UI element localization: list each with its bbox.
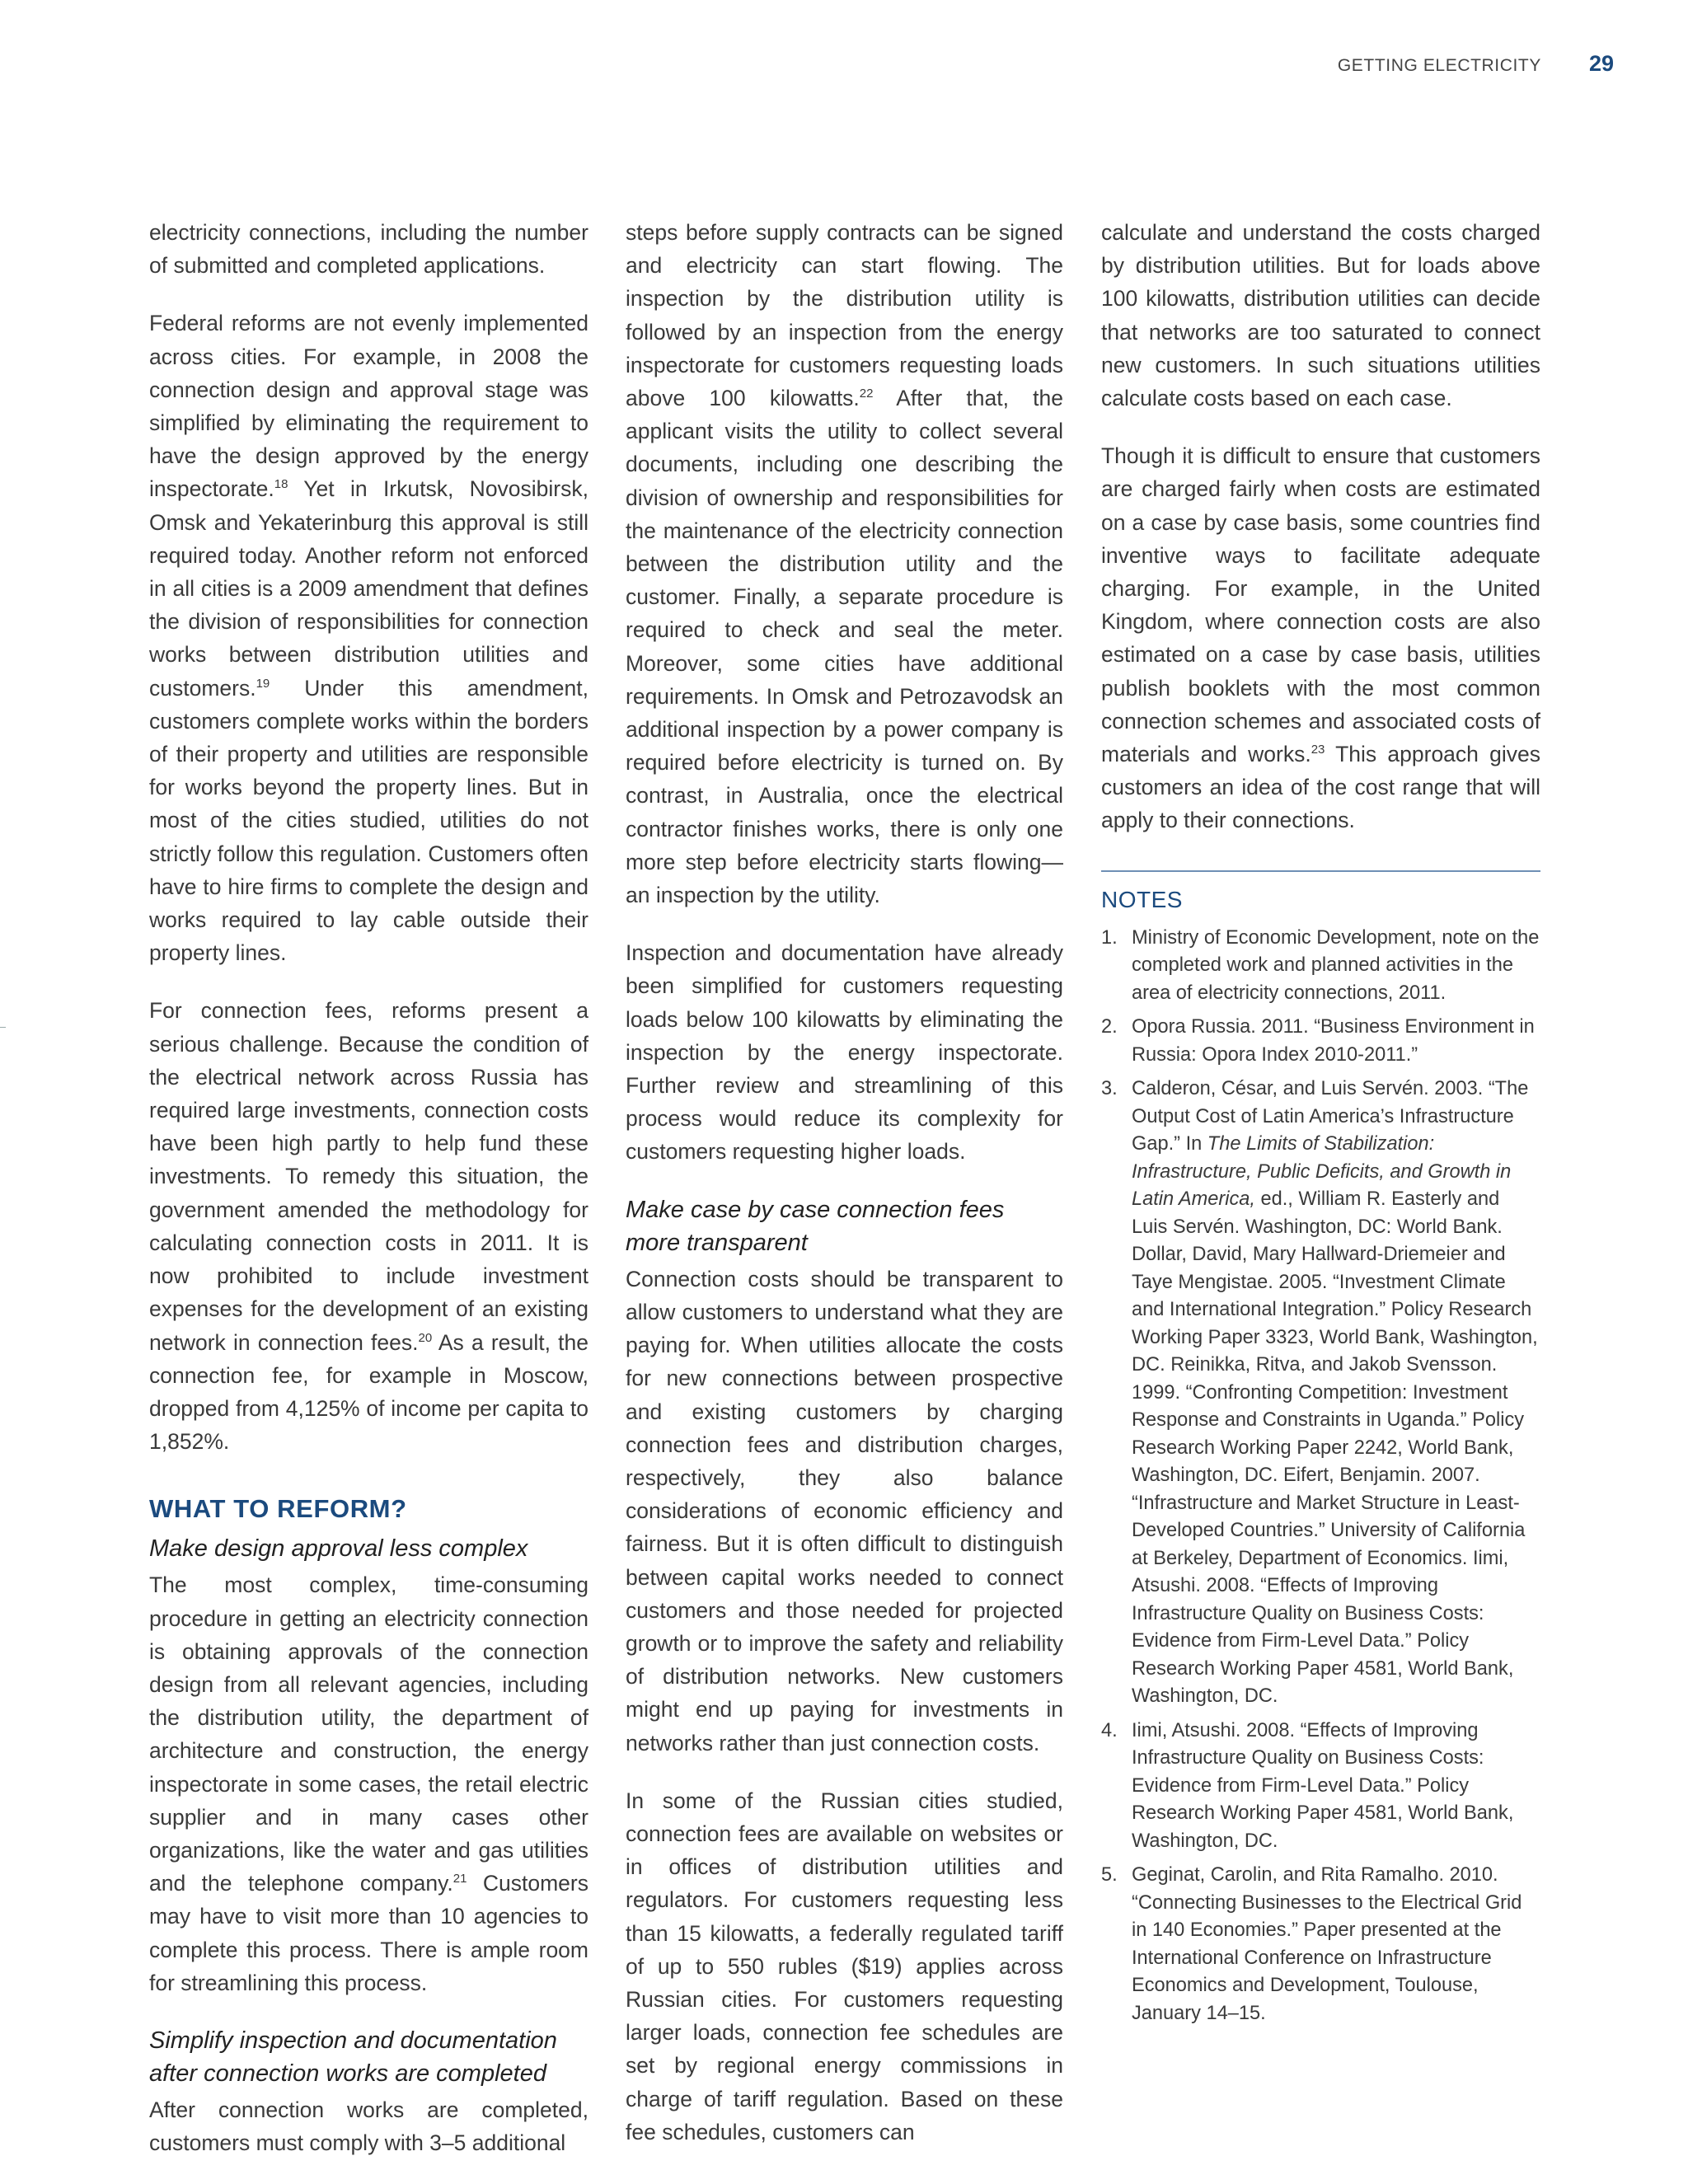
paragraph: Inspection and documentation have already been simplified for customers requesting loads below 100 kilowatts by eliminating the inspection by the energy inspectorate. Further review and streamlining of this process would reduce its complexity for customers requesting higher loads. <box>626 940 1063 1165</box>
note-item: 4. Iimi, Atsushi. 2008. “Effects of Improving Infrastructure Quality on Business Costs: Evidence from Firm-Level Data.” Policy Research Working Paper 4581, World Bank, Washington, DC. <box>1101 1719 1514 1852</box>
running-title: GETTING ELECTRICITY <box>1337 56 1541 75</box>
column-1 <box>149 216 588 2184</box>
notes-divider <box>1101 870 1540 872</box>
paragraph: In some of the Russian cities studied, connection fees are available on websites or in offices of distribution utilities and regulators. For customers requesting less than 15 kilowatts, a federally regulated tariff of up to 550 rubles ($19) applies across Russian cities. For customers requesting larger loads, connection fee schedules are set by regional energy commissions in charge of tariff regulation. Based on these fee schedules, customers can <box>626 1788 1063 2144</box>
note-item: 5. Geginat, Carolin, and Rita Ramalho. 2010. “Connecting Businesses to the Electrical Grid in 140 Economies.” Paper presented at the International Conference on Infrastructure Economics and Development, Toulouse, January 14–15. <box>1101 1864 1522 2024</box>
paragraph: The most complex, time-consuming procedure in getting an electricity connection is obtaining approvals of the connection design from all relevant agencies, including the distribution utility, the department of architecture and construction, the energy inspectorate in some cases, the retail electric supplier and in many cases other organizations, like the water and gas utilities and the telephone company.$^{21}$ Customers may have to visit more than 10 agencies to complete this process. There is ample room for streamlining this process. <box>149 1572 588 1995</box>
paragraph: Federal reforms are not evenly implemented across cities. For example, in 2008 the connection design and approval stage was simplified by eliminating the requirement to have the design approved by the energy inspectorate.$^{18}$ Yet in Irkutsk, Novosibirsk, Omsk and Yekaterinburg this approval is still required today. Another reform not enforced in all cities is a 2009 amendment that defines the division of responsibilities for connection works between distribution utilities and customers.$^{19}$ Under this amendment, customers complete works within the borders of their property and utilities are responsible for works beyond the property lines. But in most of the cities studied, utilities do not strictly follow this regulation. Customers often have to hire firms to complete the design and works required to lay cable outside their property lines. <box>149 311 588 966</box>
column-3 <box>1101 216 1540 2034</box>
paragraph: Connection costs should be transparent to allow customers to understand what they are paying for. When utilities allocate the costs for new connections between prospective and existing customers by charging connection fees and distribution charges, respectively, they also balance considerations of economic efficiency and fairness. But it is often difficult to distinguish between capital works needed to connect customers and those needed for projected growth or to improve the safety and reliability of distribution networks. New customers might end up paying for investments in networks rather than just connection costs. <box>626 1266 1063 1755</box>
column-2 <box>626 216 1063 2173</box>
page-header <box>1338 51 1614 77</box>
paragraph: calculate and understand the costs charged by distribution utilities. But for loads above 100 kilowatts, distribution utilities can decide that networks are too saturated to connect new customers. In such situations utilities calculate costs based on each case. <box>1101 220 1540 411</box>
subheading: Make case by case connection fees more transparent <box>626 1196 1005 1256</box>
footnote-ref[interactable]: 19 <box>256 676 270 691</box>
section-title: WHAT TO REFORM? <box>149 1494 407 1524</box>
note-item: 3. Calderon, César, and Luis Servén. 2003. “The Output Cost of Latin America’s Infrastructure Gap.” In The Limits of Stabilization: Infrastructure, Public Deficits, and Growth in Latin America, ed., William R. Easterly and Luis Servén. Washington, DC: World Bank. Dollar, David, Mary Hallward-Driemeier and Taye Mengistae. 2005. “Investment Climate and International Integration.” Policy Research Working Paper 3323, World Bank, Washington, DC. Reinikka, Ritva, and Jakob Svensson. 1999. “Confronting Competition: Investment Response and Constraints in Uganda.” Policy Research Working Paper 2242, World Bank, Washington, DC. Eifert, Benjamin. 2007. “Infrastructure and Market Structure in Least-Developed Countries.” University of California at Berkeley, Department of Economics. Iimi, Atsushi. 2008. “Effects of Improving Infrastructure Quality on Business Costs: Evidence from Firm-Level Data.” Policy Research Working Paper 4581, World Bank, Washington, DC. <box>1101 1078 1538 1708</box>
notes-list <box>1101 925 1540 2028</box>
paragraph: After connection works are completed, customers must comply with 3–5 additional <box>149 2097 588 2156</box>
footnote-ref[interactable]: 18 <box>274 477 288 492</box>
subheading: Make design approval less complex <box>149 1535 528 1563</box>
footnote-ref[interactable]: 20 <box>418 1330 433 1345</box>
notes-title: NOTES <box>1101 886 1183 912</box>
footnote-ref[interactable]: 22 <box>859 387 874 401</box>
subheading: Simplify inspection and documentation after connection works are completed <box>149 2027 557 2087</box>
footnote-ref[interactable]: 23 <box>1311 743 1325 757</box>
note-item: 2. Opora Russia. 2011. “Business Environment in Russia: Opora Index 2010-2011.” <box>1101 1016 1535 1066</box>
paragraph: steps before supply contracts can be signed and electricity can start flowing. The inspection by the distribution utility is followed by an inspection from the energy inspectorate for customers requesting loads above 100 kilowatts.$^{22}$ After that, the applicant visits the utility to collect several documents, including one describing the division of ownership and responsibilities for the maintenance of the electricity connection between the distribution utility and the customer. Finally, a separate procedure is required to check and seal the meter. Moreover, some cities have additional requirements. In Omsk and Petrozavodsk an additional inspection by a power company is required before electricity is turned on. By contrast, in Australia, once the electrical contractor finishes works, there is only one more step before electricity starts flowing—an inspection by the utility. <box>626 220 1063 908</box>
margin-tick <box>0 1027 6 1028</box>
footnote-ref[interactable]: 21 <box>452 1872 467 1886</box>
page-number: 29 <box>1588 51 1614 76</box>
note-item: 1. Ministry of Economic Development, note on the completed work and planned activities in the area of electricity connections, 2011. <box>1101 926 1540 1004</box>
paragraph: Though it is difficult to ensure that customers are charged fairly when costs are estimated on a case by case basis, some countries find inventive ways to facilitate adequate charging. For example, in the United Kingdom, where connection costs are also estimated on a case by case basis, utilities publish booklets with the most common connection schemes and associated costs of materials and works.$^{23}$ This approach gives customers an idea of the cost range that will apply to their connections. <box>1101 443 1540 833</box>
paragraph: For connection fees, reforms present a serious challenge. Because the condition of the electrical network across Russia has required large investments, connection costs have been high partly to help fund these investments. To remedy this situation, the government amended the methodology for calculating connection costs in 2011. It is now prohibited to include investment expenses for the development of an existing network in connection fees.$^{20}$ As a result, the connection fee, for example in Moscow, dropped from 4,125% of income per capita to 1,852%. <box>149 998 588 1455</box>
paragraph: electricity connections, including the number of submitted and completed applications. <box>149 220 588 279</box>
